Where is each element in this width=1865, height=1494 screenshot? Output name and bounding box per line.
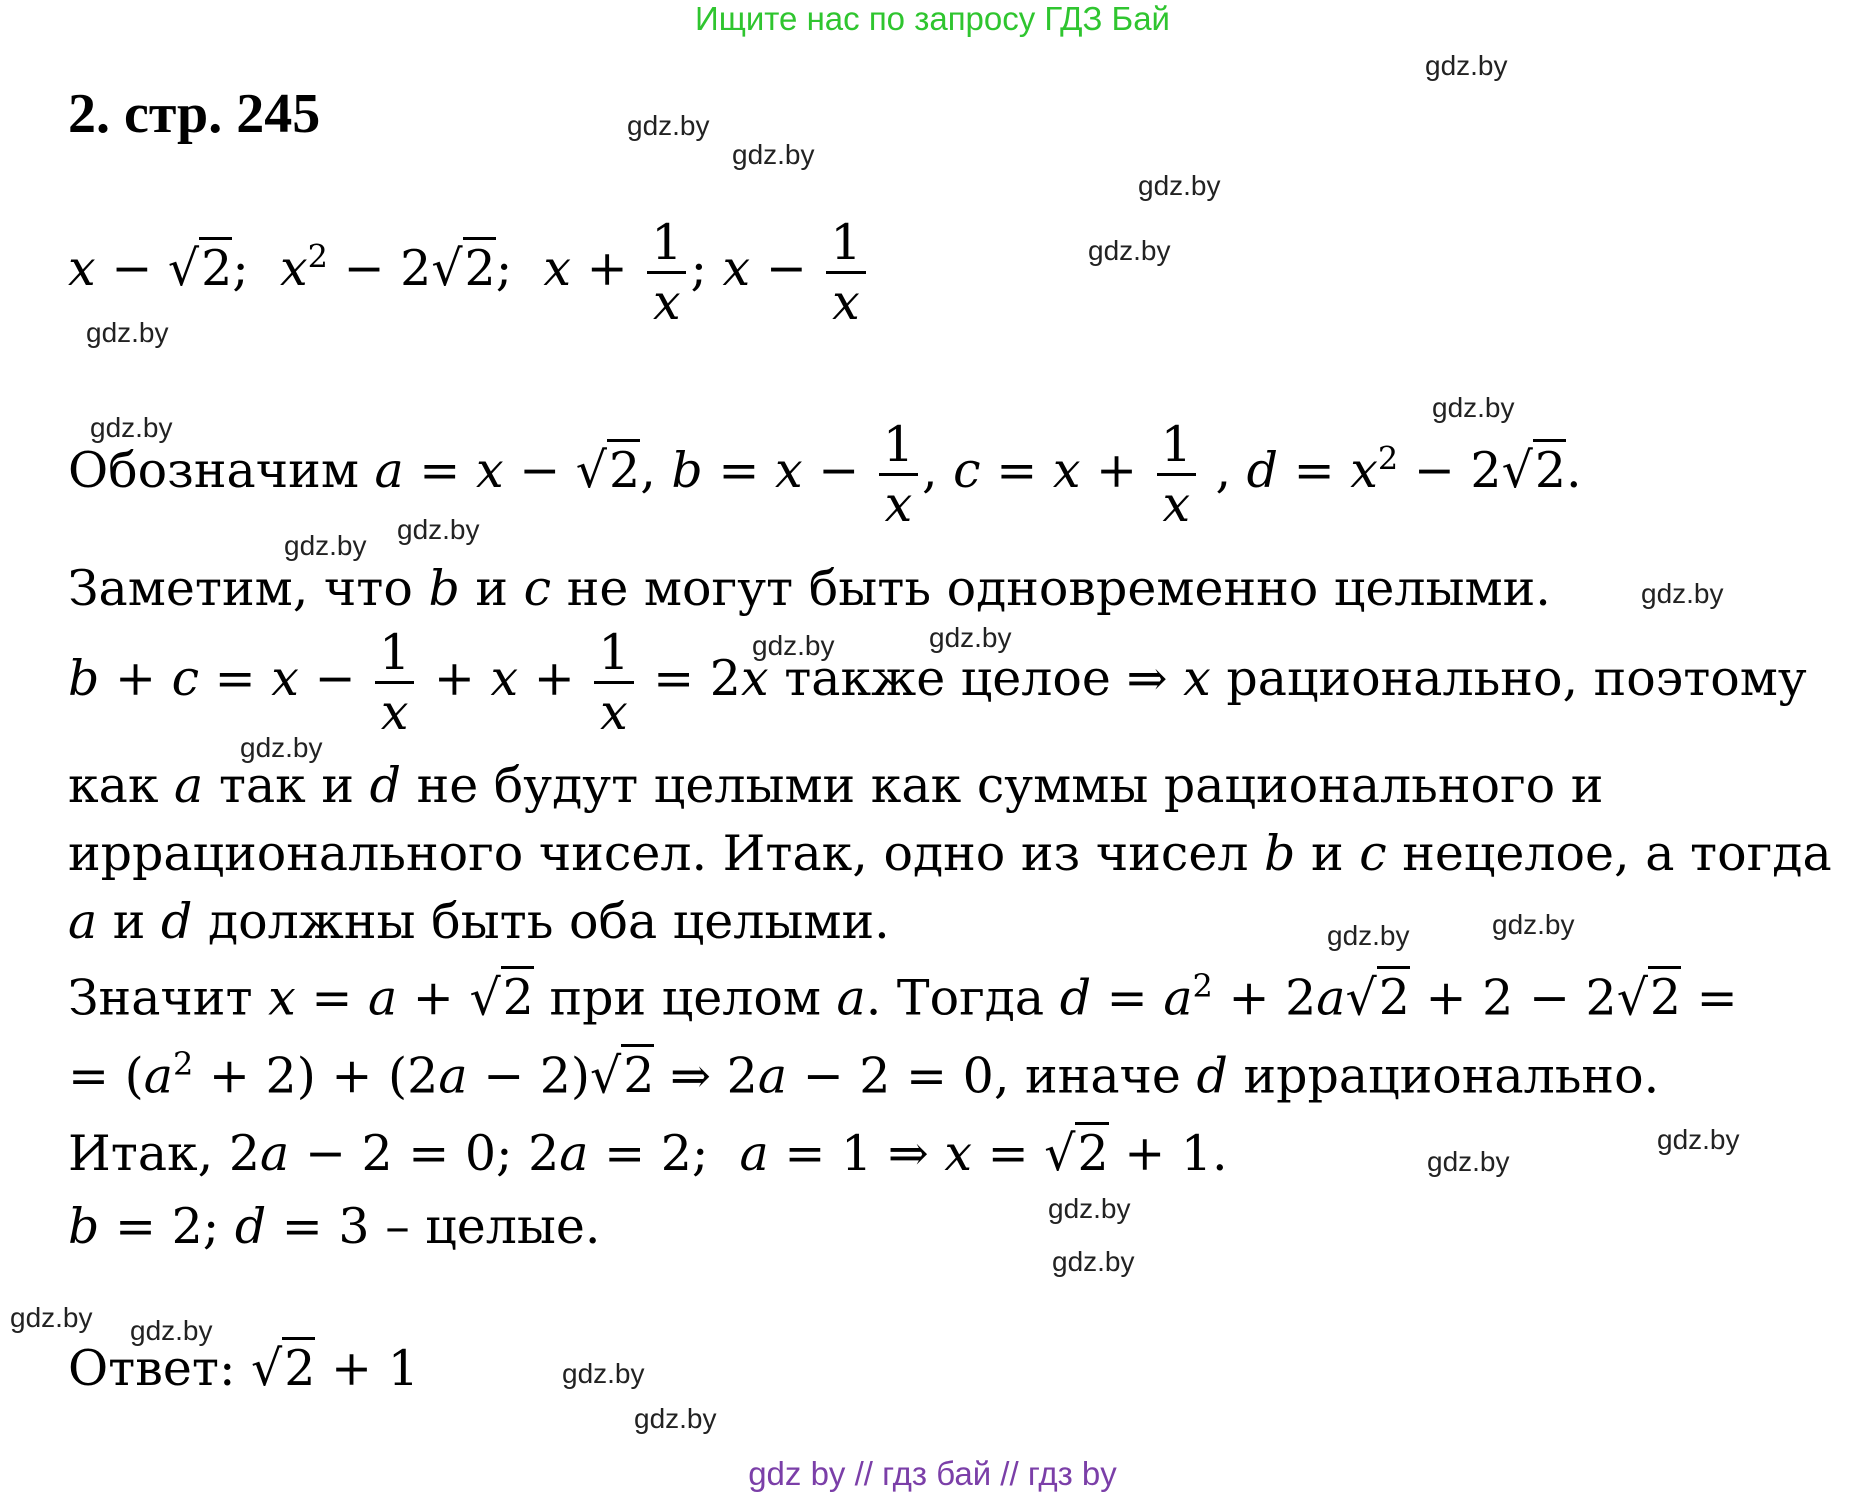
- task-heading: 2. стр. 245: [68, 83, 321, 145]
- answer-line: Ответ: √2 + 1: [68, 1340, 419, 1397]
- watermark: gdz.by: [752, 630, 835, 661]
- search-banner: Ищите нас по запросу ГДЗ Бай: [695, 0, 1170, 37]
- watermark: gdz.by: [562, 1358, 645, 1389]
- text-line: b = 2; d = 3 – целые.: [68, 1198, 601, 1255]
- watermark: gdz.by: [929, 622, 1012, 653]
- watermark: gdz.by: [1425, 50, 1508, 81]
- watermark: gdz.by: [1088, 235, 1171, 266]
- remark-line: Заметим, что b и c не могут быть одновременно целыми.: [68, 560, 1551, 617]
- watermark: gdz.by: [1048, 1193, 1131, 1224]
- text-line: Итак, 2a − 2 = 0; 2a = 2; a = 1 ⇒ x = √2 + 1.: [68, 1125, 1228, 1182]
- fraction-1-over-x: $\frac{1}{x}$: [1157, 420, 1196, 529]
- fraction-1-over-x: $\frac{1}{x}$: [647, 218, 686, 327]
- watermark: gdz.by: [1052, 1246, 1135, 1277]
- watermark: gdz.by: [10, 1302, 93, 1333]
- expressions-line: x − √2; $x^2 - 2√2$; x + $\frac{1}{x}$ ; x − $\frac{1}{x}$: [68, 218, 870, 327]
- fraction-1-over-x: $\frac{1}{x}$: [879, 420, 918, 529]
- watermark: gdz.by: [284, 530, 367, 561]
- definitions-line: Обозначим a = x − √2, b = x − $\frac{1}{x}$ , c = x + $\frac{1}{x}$ , $d = x^2 - 2√2$.: [68, 416, 1582, 533]
- watermark: gdz.by: [732, 139, 815, 170]
- watermark: gdz.by: [1492, 909, 1575, 940]
- watermark: gdz.by: [1657, 1124, 1740, 1155]
- footer-links: gdz by // гдз бай // гдз by: [748, 1455, 1117, 1492]
- watermark: gdz.by: [240, 732, 323, 763]
- watermark: gdz.by: [1138, 170, 1221, 201]
- watermark: gdz.by: [90, 412, 173, 443]
- text-line: как a так и d не будут целыми как суммы рационального и: [68, 757, 1604, 814]
- watermark: gdz.by: [1327, 920, 1410, 951]
- fraction-1-over-x: $\frac{1}{x}$: [594, 628, 633, 737]
- watermark: gdz.by: [634, 1403, 717, 1434]
- text-line: иррационального чисел. Итак, одно из чисел b и c нецелое, а тогда: [68, 825, 1832, 882]
- watermark: gdz.by: [627, 110, 710, 141]
- fraction-1-over-x: $\frac{1}{x}$: [826, 218, 865, 327]
- text-line: = $(a^2 + 2) + (2a - 2)√2$ ⇒ 2a − 2 = 0, иначе d иррационально.: [68, 1045, 1660, 1105]
- watermark: gdz.by: [86, 317, 169, 348]
- watermark: gdz.by: [1641, 578, 1724, 609]
- watermark: gdz.by: [1427, 1146, 1510, 1177]
- fraction-1-over-x: $\frac{1}{x}$: [375, 628, 414, 737]
- watermark: gdz.by: [130, 1315, 213, 1346]
- watermark: gdz.by: [397, 514, 480, 545]
- text-line: a и d должны быть оба целыми.: [68, 893, 890, 950]
- text-line: Значит x = a + √2 при целом a. Тогда $d = a^2 + 2a√2 + 2 - 2√2$ =: [68, 967, 1738, 1027]
- sum-line: b + c = x − $\frac{1}{x}$ + x + $\frac{1}{x}$ = 2x также целое ⇒ x рационально, поэтому: [68, 624, 1807, 741]
- watermark: gdz.by: [1432, 392, 1515, 423]
